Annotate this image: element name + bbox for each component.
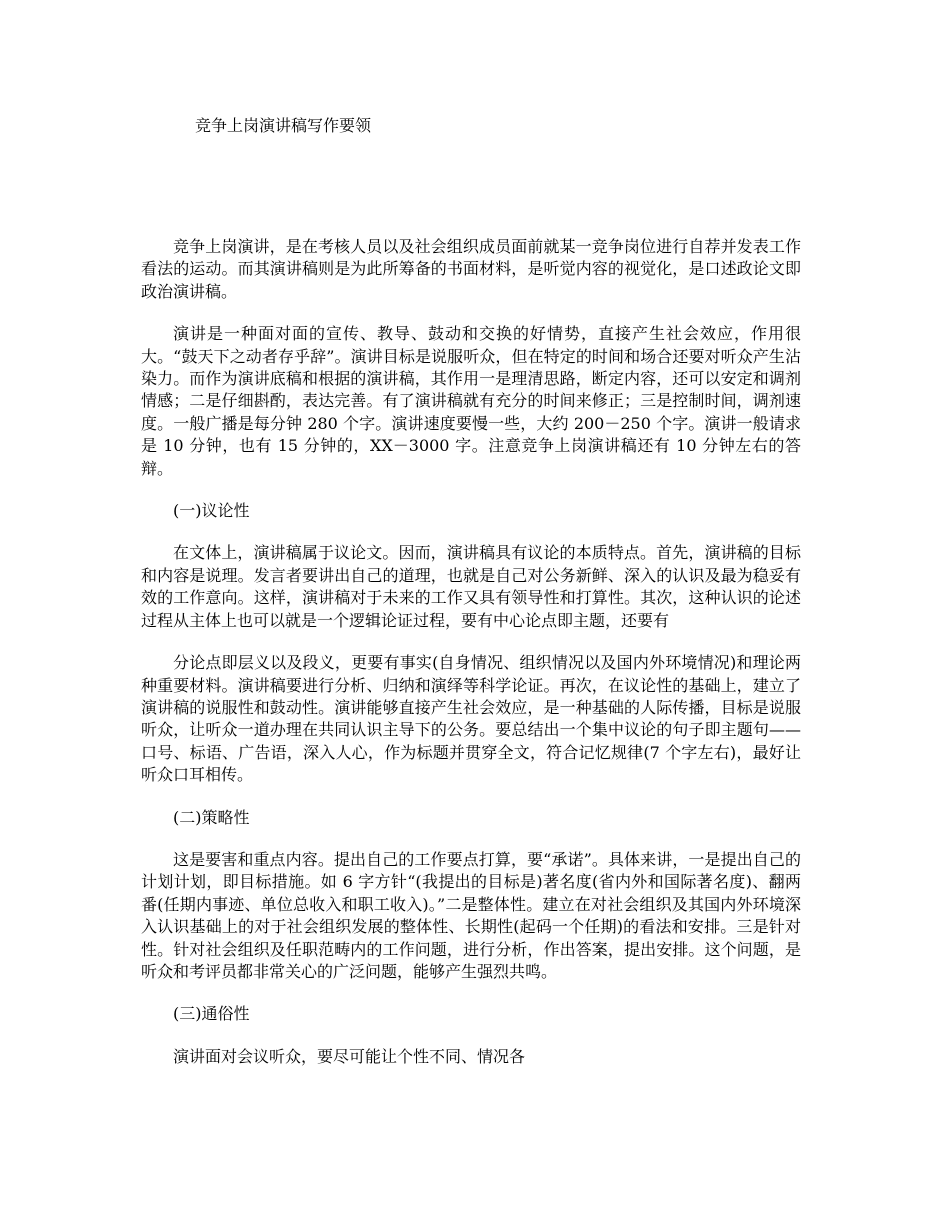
paragraph-speech-function: 演讲是一种面对面的宣传、教导、鼓动和交换的好情势，直接产生社会效应，作用很大。“鼓天下之动者存乎辞”。演讲目标是说服听众，但在特定的时间和场合还要对听众产生沾染力。而作为演讲底稿和根据的演讲稿，其作用一是理清思路，断定内容，还可以安定和调剂情感；二是仔细斟酌，表达完善。有了演讲稿就有充分的时间来修正；三是控制时间，调剂速度。一般广播是每分钟 280 个字。演讲速度要慢一些，大约 200－250 个字。演讲一般请求是 10 分钟，也有 15 分钟的，XX－3000 字。注意竞争上岗演讲稿还有 10 分钟左右的答辩。	[141, 324, 801, 478]
paragraph-strategic: 这是要害和重点内容。提出自己的工作要点打算，要“承诺”。具体来讲，一是提出自己的计划计划，即目标措施。如 6 字方针“(我提出的目标是)著名度(省内外和国际著名度)、翻两番(任期内事迹、单位总收入和职工收入)。”二是整体性。建立在对社会组织及其国内外环境深入认识基础上的对于社会组织发展的整体性、长期性(起码一个任期)的看法和安排。三是针对性。针对社会组织及任职范畴内的工作问题，进行分析，作出答案，提出安排。这个问题，是听众和考评员都非常关心的广泛问题，能够产生强烈共鸣。	[141, 849, 801, 981]
section-heading-argumentative: (一)议论性	[173, 501, 250, 521]
paragraph-argumentative-1: 在文体上，演讲稿属于议论文。因而，演讲稿具有议论的本质特点。首先，演讲稿的目标和内容是说理。发言者要讲出自己的道理，也就是自己对公务新鲜、深入的认识及最为稳妥有效的工作意向。这样，演讲稿对于未来的工作又具有领导性和打算性。其次，这种认识的论述过程从主体上也可以就是一个逻辑论证过程，要有中心论点即主题，还要有	[141, 543, 801, 630]
document-body	[141, 236, 801, 1088]
paragraph-argumentative-2: 分论点即层义以及段义，更要有事实(自身情况、组织情况以及国内外环境情况)和理论两种重要材料。演讲稿要进行分析、归纳和演绎等科学论证。再次，在议论性的基础上，建立了演讲稿的说服性和鼓动性。演讲能够直接产生社会效应，是一种基础的人际传播，目标是说服听众，让听众一道办理在共同认识主导下的公务。要总结出一个集中议论的句子即主题句——口号、标语、广告语，深入人心，作为标题并贯穿全文，符合记忆规律(7 个字左右)，最好让听众口耳相传。	[141, 653, 801, 785]
paragraph-intro: 竞争上岗演讲，是在考核人员以及社会组织成员面前就某一竞争岗位进行自荐并发表工作看法的运动。而其演讲稿则是为此所筹备的书面材料，是听觉内容的视觉化，是口述政论文即政治演讲稿。	[141, 237, 801, 301]
section-heading-popular: (三)通俗性	[173, 1004, 250, 1024]
section-heading-strategic: (二)策略性	[173, 807, 250, 827]
document-title: 竞争上岗演讲稿写作要领	[195, 116, 372, 135]
paragraph-popular: 演讲面对会议听众，要尽可能让个性不同、情况各	[173, 1046, 526, 1066]
